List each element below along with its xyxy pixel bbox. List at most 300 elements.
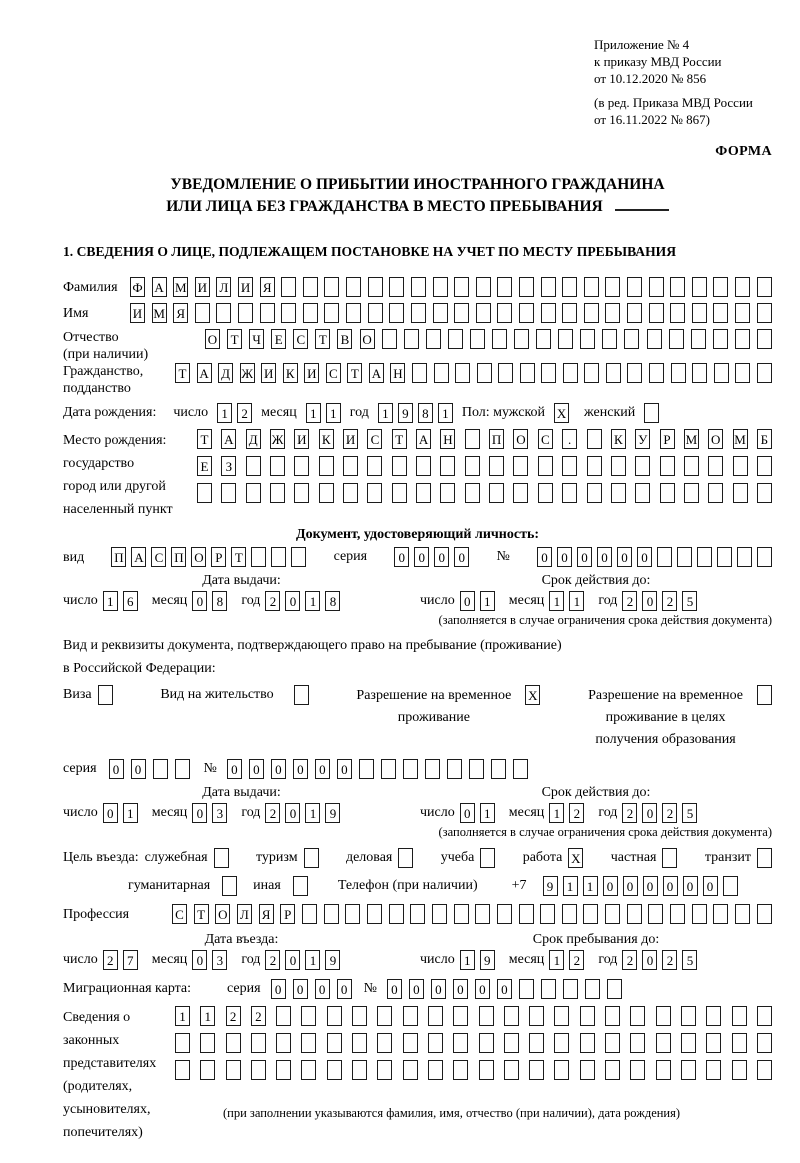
profession-char-box[interactable]	[670, 904, 685, 924]
citizenship-char-box[interactable]	[627, 363, 642, 383]
representatives-char-box[interactable]	[529, 1006, 544, 1026]
surname-char-box[interactable]	[605, 277, 620, 297]
surname-char-box[interactable]	[735, 277, 750, 297]
migration-series-box[interactable]: 0	[315, 979, 330, 999]
representatives-char-box[interactable]	[706, 1060, 721, 1080]
representatives-char-box[interactable]	[453, 1060, 468, 1080]
birthplace-char-box[interactable]	[440, 483, 455, 503]
patronymic-char-box[interactable]	[691, 329, 706, 349]
permit-number-box[interactable]: 0	[249, 759, 264, 779]
citizenship-char-box[interactable]: Т	[175, 363, 190, 383]
profession-char-box[interactable]	[324, 904, 339, 924]
patronymic-char-box[interactable]	[492, 329, 507, 349]
permit-number-box[interactable]: 0	[271, 759, 286, 779]
doc-type-char-box[interactable]: П	[111, 547, 126, 567]
representatives-char-box[interactable]	[681, 1033, 696, 1053]
id-issue-year-box[interactable]: 2	[265, 591, 280, 611]
given-name-char-box[interactable]: И	[130, 303, 145, 323]
profession-char-box[interactable]	[497, 904, 512, 924]
citizenship-char-box[interactable]: Н	[390, 363, 405, 383]
permit-issue-day-box[interactable]: 1	[123, 803, 138, 823]
birthplace-char-box[interactable]: П	[489, 429, 504, 449]
patronymic-char-box[interactable]	[602, 329, 617, 349]
representatives-char-box[interactable]	[352, 1006, 367, 1026]
given-name-char-box[interactable]	[497, 303, 512, 323]
representatives-char-box[interactable]: 2	[251, 1006, 266, 1026]
profession-char-box[interactable]	[367, 904, 382, 924]
permit-number-box[interactable]: 0	[337, 759, 352, 779]
representatives-char-box[interactable]	[580, 1060, 595, 1080]
birthplace-char-box[interactable]	[513, 483, 528, 503]
given-name-char-box[interactable]	[605, 303, 620, 323]
permit-valid-month-box[interactable]: 2	[569, 803, 584, 823]
birthplace-char-box[interactable]: Ж	[270, 429, 285, 449]
birthplace-char-box[interactable]	[587, 456, 602, 476]
surname-char-box[interactable]: И	[238, 277, 253, 297]
representatives-char-box[interactable]	[630, 1033, 645, 1053]
birthplace-char-box[interactable]	[392, 483, 407, 503]
purpose-humanitarian-checkbox[interactable]	[222, 876, 237, 896]
birthplace-char-box[interactable]: Т	[392, 429, 407, 449]
id-issue-day-box[interactable]: 6	[123, 591, 138, 611]
migration-number-box[interactable]	[541, 979, 556, 999]
representatives-char-box[interactable]	[327, 1060, 342, 1080]
birthplace-char-box[interactable]: О	[708, 429, 723, 449]
given-name-char-box[interactable]	[346, 303, 361, 323]
permit-issue-year-box[interactable]: 2	[265, 803, 280, 823]
birthplace-char-box[interactable]	[757, 456, 772, 476]
permit-valid-year-box[interactable]: 5	[682, 803, 697, 823]
representatives-char-box[interactable]	[605, 1033, 620, 1053]
phone-digit-box[interactable]: 0	[623, 876, 638, 896]
surname-char-box[interactable]	[562, 277, 577, 297]
citizenship-char-box[interactable]	[541, 363, 556, 383]
surname-char-box[interactable]	[692, 277, 707, 297]
doc-type-char-box[interactable]	[291, 547, 306, 567]
citizenship-char-box[interactable]	[412, 363, 427, 383]
permit-number-box[interactable]: 0	[293, 759, 308, 779]
patronymic-char-box[interactable]: Т	[315, 329, 330, 349]
representatives-char-box[interactable]	[732, 1060, 747, 1080]
permit-series-box[interactable]	[175, 759, 190, 779]
stay-year-box[interactable]: 2	[662, 950, 677, 970]
representatives-char-box[interactable]	[352, 1033, 367, 1053]
surname-char-box[interactable]	[281, 277, 296, 297]
given-name-char-box[interactable]: Я	[173, 303, 188, 323]
birth-month-box[interactable]: 1	[326, 403, 341, 423]
doc-number-box[interactable]: 0	[597, 547, 612, 567]
permit-valid-month-box[interactable]: 1	[549, 803, 564, 823]
doc-number-box[interactable]	[757, 547, 772, 567]
profession-char-box[interactable]: О	[215, 904, 230, 924]
representatives-char-box[interactable]	[403, 1060, 418, 1080]
permit-number-box[interactable]	[513, 759, 528, 779]
birthplace-char-box[interactable]: .	[562, 429, 577, 449]
birthplace-char-box[interactable]: Т	[197, 429, 212, 449]
phone-digit-box[interactable]: 0	[603, 876, 618, 896]
birthplace-char-box[interactable]	[660, 456, 675, 476]
birthplace-char-box[interactable]	[319, 483, 334, 503]
migration-number-box[interactable]	[585, 979, 600, 999]
permit-number-box[interactable]	[403, 759, 418, 779]
birthplace-char-box[interactable]	[221, 483, 236, 503]
permit-series-box[interactable]: 0	[109, 759, 124, 779]
purpose-official-checkbox[interactable]	[214, 848, 229, 868]
citizenship-char-box[interactable]	[649, 363, 664, 383]
purpose-other-checkbox[interactable]	[293, 876, 308, 896]
given-name-char-box[interactable]: М	[152, 303, 167, 323]
citizenship-char-box[interactable]	[735, 363, 750, 383]
birthplace-char-box[interactable]	[708, 483, 723, 503]
representatives-char-box[interactable]	[428, 1033, 443, 1053]
surname-char-box[interactable]	[541, 277, 556, 297]
given-name-char-box[interactable]	[757, 303, 772, 323]
patronymic-char-box[interactable]	[426, 329, 441, 349]
profession-char-box[interactable]	[540, 904, 555, 924]
representatives-char-box[interactable]	[681, 1006, 696, 1026]
citizenship-char-box[interactable]: Д	[218, 363, 233, 383]
temp-residence-checkbox[interactable]: X	[525, 685, 540, 705]
birthplace-char-box[interactable]	[489, 456, 504, 476]
birthplace-char-box[interactable]	[733, 483, 748, 503]
profession-char-box[interactable]	[583, 904, 598, 924]
representatives-char-box[interactable]	[377, 1060, 392, 1080]
representatives-char-box[interactable]	[479, 1033, 494, 1053]
given-name-char-box[interactable]	[649, 303, 664, 323]
representatives-char-box[interactable]	[580, 1006, 595, 1026]
patronymic-char-box[interactable]: Ч	[249, 329, 264, 349]
birthplace-char-box[interactable]	[392, 456, 407, 476]
representatives-char-box[interactable]	[529, 1033, 544, 1053]
profession-char-box[interactable]: С	[172, 904, 187, 924]
surname-char-box[interactable]	[757, 277, 772, 297]
permit-valid-day-box[interactable]: 1	[480, 803, 495, 823]
entry-day-box[interactable]: 2	[103, 950, 118, 970]
doc-number-box[interactable]	[717, 547, 732, 567]
birthplace-char-box[interactable]: К	[611, 429, 626, 449]
citizenship-char-box[interactable]	[671, 363, 686, 383]
phone-digit-box[interactable]: 0	[663, 876, 678, 896]
patronymic-char-box[interactable]: В	[337, 329, 352, 349]
representatives-char-box[interactable]	[276, 1006, 291, 1026]
profession-char-box[interactable]	[475, 904, 490, 924]
doc-number-box[interactable]: 0	[637, 547, 652, 567]
migration-number-box[interactable]	[563, 979, 578, 999]
birthplace-char-box[interactable]	[538, 456, 553, 476]
representatives-char-box[interactable]: 2	[226, 1006, 241, 1026]
birth-year-box[interactable]: 1	[438, 403, 453, 423]
birth-year-box[interactable]: 8	[418, 403, 433, 423]
representatives-char-box[interactable]	[175, 1060, 190, 1080]
entry-month-box[interactable]: 3	[212, 950, 227, 970]
surname-char-box[interactable]: Я	[260, 277, 275, 297]
representatives-char-box[interactable]	[554, 1033, 569, 1053]
representatives-char-box[interactable]	[732, 1033, 747, 1053]
patronymic-char-box[interactable]	[735, 329, 750, 349]
doc-number-box[interactable]: 0	[537, 547, 552, 567]
profession-char-box[interactable]	[519, 904, 534, 924]
citizenship-char-box[interactable]	[455, 363, 470, 383]
birthplace-char-box[interactable]: О	[513, 429, 528, 449]
permit-number-box[interactable]	[381, 759, 396, 779]
permit-valid-year-box[interactable]: 2	[622, 803, 637, 823]
citizenship-char-box[interactable]	[757, 363, 772, 383]
patronymic-char-box[interactable]	[382, 329, 397, 349]
doc-type-char-box[interactable]: Т	[231, 547, 246, 567]
surname-char-box[interactable]	[670, 277, 685, 297]
given-name-char-box[interactable]	[303, 303, 318, 323]
birthplace-char-box[interactable]	[562, 456, 577, 476]
surname-char-box[interactable]: Л	[216, 277, 231, 297]
birthplace-char-box[interactable]: У	[635, 429, 650, 449]
birthplace-char-box[interactable]	[367, 483, 382, 503]
representatives-char-box[interactable]	[327, 1006, 342, 1026]
doc-type-char-box[interactable]	[251, 547, 266, 567]
birthplace-char-box[interactable]	[635, 483, 650, 503]
given-name-char-box[interactable]	[519, 303, 534, 323]
profession-char-box[interactable]	[757, 904, 772, 924]
surname-char-box[interactable]	[324, 277, 339, 297]
surname-char-box[interactable]	[713, 277, 728, 297]
surname-char-box[interactable]	[497, 277, 512, 297]
citizenship-char-box[interactable]: С	[326, 363, 341, 383]
surname-char-box[interactable]: Ф	[130, 277, 145, 297]
representatives-char-box[interactable]	[200, 1060, 215, 1080]
given-name-char-box[interactable]	[411, 303, 426, 323]
surname-char-box[interactable]: А	[152, 277, 167, 297]
doc-type-char-box[interactable]: А	[131, 547, 146, 567]
representatives-char-box[interactable]	[630, 1060, 645, 1080]
permit-issue-month-box[interactable]: 3	[212, 803, 227, 823]
representatives-char-box[interactable]	[529, 1060, 544, 1080]
patronymic-char-box[interactable]	[647, 329, 662, 349]
birthplace-char-box[interactable]: И	[294, 429, 309, 449]
profession-char-box[interactable]	[605, 904, 620, 924]
purpose-study-checkbox[interactable]	[480, 848, 495, 868]
surname-char-box[interactable]	[433, 277, 448, 297]
migration-number-box[interactable]: 0	[387, 979, 402, 999]
patronymic-char-box[interactable]	[404, 329, 419, 349]
representatives-char-box[interactable]	[706, 1033, 721, 1053]
birthplace-char-box[interactable]	[343, 456, 358, 476]
representatives-char-box[interactable]	[605, 1060, 620, 1080]
patronymic-char-box[interactable]	[536, 329, 551, 349]
given-name-char-box[interactable]	[433, 303, 448, 323]
representatives-char-box[interactable]	[453, 1006, 468, 1026]
birthplace-char-box[interactable]: Д	[246, 429, 261, 449]
representatives-char-box[interactable]	[226, 1033, 241, 1053]
birthplace-char-box[interactable]: К	[319, 429, 334, 449]
stay-day-box[interactable]: 9	[480, 950, 495, 970]
birth-day-box[interactable]: 1	[217, 403, 232, 423]
id-issue-year-box[interactable]: 0	[285, 591, 300, 611]
representatives-char-box[interactable]	[479, 1006, 494, 1026]
citizenship-char-box[interactable]: Ж	[240, 363, 255, 383]
birthplace-char-box[interactable]	[246, 456, 261, 476]
profession-char-box[interactable]: Л	[237, 904, 252, 924]
profession-char-box[interactable]	[735, 904, 750, 924]
patronymic-char-box[interactable]: С	[293, 329, 308, 349]
birthplace-char-box[interactable]	[733, 456, 748, 476]
doc-series-box[interactable]: 0	[434, 547, 449, 567]
temp-residence-edu-checkbox[interactable]	[757, 685, 772, 705]
profession-char-box[interactable]	[410, 904, 425, 924]
given-name-char-box[interactable]	[541, 303, 556, 323]
birthplace-char-box[interactable]	[294, 456, 309, 476]
birthplace-char-box[interactable]: М	[733, 429, 748, 449]
id-valid-month-box[interactable]: 1	[549, 591, 564, 611]
surname-char-box[interactable]	[454, 277, 469, 297]
birthplace-char-box[interactable]	[489, 483, 504, 503]
patronymic-char-box[interactable]	[713, 329, 728, 349]
birthplace-char-box[interactable]	[416, 456, 431, 476]
representatives-char-box[interactable]	[226, 1060, 241, 1080]
birthplace-char-box[interactable]	[587, 429, 602, 449]
citizenship-char-box[interactable]: И	[261, 363, 276, 383]
migration-series-box[interactable]: 0	[293, 979, 308, 999]
citizenship-char-box[interactable]: К	[283, 363, 298, 383]
representatives-char-box[interactable]	[251, 1060, 266, 1080]
id-issue-month-box[interactable]: 0	[192, 591, 207, 611]
purpose-work-checkbox[interactable]: X	[568, 848, 583, 868]
birthplace-char-box[interactable]	[611, 483, 626, 503]
migration-series-box[interactable]: 0	[271, 979, 286, 999]
entry-month-box[interactable]: 0	[192, 950, 207, 970]
phone-digit-box[interactable]: 9	[543, 876, 558, 896]
representatives-char-box[interactable]	[276, 1060, 291, 1080]
migration-number-box[interactable]: 0	[497, 979, 512, 999]
citizenship-char-box[interactable]	[520, 363, 535, 383]
patronymic-char-box[interactable]: О	[360, 329, 375, 349]
birthplace-char-box[interactable]: Б	[757, 429, 772, 449]
given-name-char-box[interactable]	[238, 303, 253, 323]
birthplace-char-box[interactable]	[465, 483, 480, 503]
doc-number-box[interactable]	[697, 547, 712, 567]
id-issue-year-box[interactable]: 8	[325, 591, 340, 611]
birthplace-char-box[interactable]: Р	[660, 429, 675, 449]
id-valid-year-box[interactable]: 2	[622, 591, 637, 611]
given-name-char-box[interactable]	[368, 303, 383, 323]
representatives-char-box[interactable]	[276, 1033, 291, 1053]
representatives-char-box[interactable]	[757, 1060, 772, 1080]
residence-permit-checkbox[interactable]	[294, 685, 309, 705]
representatives-char-box[interactable]	[504, 1033, 519, 1053]
permit-number-box[interactable]	[469, 759, 484, 779]
stay-year-box[interactable]: 2	[622, 950, 637, 970]
representatives-char-box[interactable]	[732, 1006, 747, 1026]
surname-char-box[interactable]	[411, 277, 426, 297]
id-valid-day-box[interactable]: 0	[460, 591, 475, 611]
id-valid-year-box[interactable]: 2	[662, 591, 677, 611]
permit-valid-day-box[interactable]: 0	[460, 803, 475, 823]
purpose-tourism-checkbox[interactable]	[304, 848, 319, 868]
stay-day-box[interactable]: 1	[460, 950, 475, 970]
given-name-char-box[interactable]	[260, 303, 275, 323]
doc-series-box[interactable]: 0	[454, 547, 469, 567]
surname-char-box[interactable]	[346, 277, 361, 297]
representatives-char-box[interactable]	[403, 1006, 418, 1026]
representatives-char-box[interactable]	[554, 1060, 569, 1080]
visa-checkbox[interactable]	[98, 685, 113, 705]
permit-issue-month-box[interactable]: 0	[192, 803, 207, 823]
patronymic-char-box[interactable]: О	[205, 329, 220, 349]
patronymic-char-box[interactable]: Е	[271, 329, 286, 349]
doc-number-box[interactable]	[737, 547, 752, 567]
entry-year-box[interactable]: 2	[265, 950, 280, 970]
birthplace-char-box[interactable]	[465, 429, 480, 449]
profession-char-box[interactable]: Т	[194, 904, 209, 924]
representatives-char-box[interactable]	[301, 1006, 316, 1026]
birthplace-char-box[interactable]	[587, 483, 602, 503]
citizenship-char-box[interactable]: И	[304, 363, 319, 383]
citizenship-char-box[interactable]	[434, 363, 449, 383]
stay-year-box[interactable]: 0	[642, 950, 657, 970]
doc-series-box[interactable]: 0	[414, 547, 429, 567]
representatives-char-box[interactable]	[630, 1006, 645, 1026]
doc-type-char-box[interactable]: С	[151, 547, 166, 567]
phone-digit-box[interactable]	[723, 876, 738, 896]
id-issue-month-box[interactable]: 8	[212, 591, 227, 611]
representatives-char-box[interactable]	[757, 1006, 772, 1026]
citizenship-char-box[interactable]: А	[197, 363, 212, 383]
given-name-char-box[interactable]	[692, 303, 707, 323]
permit-series-box[interactable]: 0	[131, 759, 146, 779]
birthplace-char-box[interactable]	[197, 483, 212, 503]
representatives-char-box[interactable]	[656, 1060, 671, 1080]
doc-type-char-box[interactable]: П	[171, 547, 186, 567]
birth-month-box[interactable]: 1	[306, 403, 321, 423]
birthplace-char-box[interactable]	[684, 456, 699, 476]
phone-digit-box[interactable]: 1	[563, 876, 578, 896]
patronymic-char-box[interactable]	[580, 329, 595, 349]
given-name-char-box[interactable]	[713, 303, 728, 323]
profession-char-box[interactable]	[345, 904, 360, 924]
birthplace-char-box[interactable]	[319, 456, 334, 476]
permit-issue-day-box[interactable]: 0	[103, 803, 118, 823]
representatives-char-box[interactable]	[251, 1033, 266, 1053]
profession-char-box[interactable]	[432, 904, 447, 924]
permit-number-box[interactable]	[491, 759, 506, 779]
surname-char-box[interactable]	[519, 277, 534, 297]
representatives-char-box[interactable]	[580, 1033, 595, 1053]
permit-valid-year-box[interactable]: 2	[662, 803, 677, 823]
representatives-char-box[interactable]: 1	[200, 1006, 215, 1026]
citizenship-char-box[interactable]	[584, 363, 599, 383]
birthplace-char-box[interactable]	[513, 456, 528, 476]
representatives-char-box[interactable]	[428, 1060, 443, 1080]
birthplace-char-box[interactable]	[611, 456, 626, 476]
permit-issue-year-box[interactable]: 1	[305, 803, 320, 823]
birth-year-box[interactable]: 1	[378, 403, 393, 423]
patronymic-char-box[interactable]: Т	[227, 329, 242, 349]
citizenship-char-box[interactable]: А	[369, 363, 384, 383]
birthplace-char-box[interactable]	[635, 456, 650, 476]
representatives-char-box[interactable]	[706, 1006, 721, 1026]
entry-year-box[interactable]: 9	[325, 950, 340, 970]
birthplace-char-box[interactable]: И	[343, 429, 358, 449]
entry-day-box[interactable]: 7	[123, 950, 138, 970]
representatives-char-box[interactable]	[453, 1033, 468, 1053]
profession-char-box[interactable]	[648, 904, 663, 924]
given-name-char-box[interactable]	[454, 303, 469, 323]
doc-type-char-box[interactable]: О	[191, 547, 206, 567]
id-valid-year-box[interactable]: 0	[642, 591, 657, 611]
surname-char-box[interactable]	[649, 277, 664, 297]
doc-type-char-box[interactable]	[271, 547, 286, 567]
birthplace-char-box[interactable]: А	[221, 429, 236, 449]
patronymic-char-box[interactable]	[448, 329, 463, 349]
representatives-char-box[interactable]	[681, 1060, 696, 1080]
